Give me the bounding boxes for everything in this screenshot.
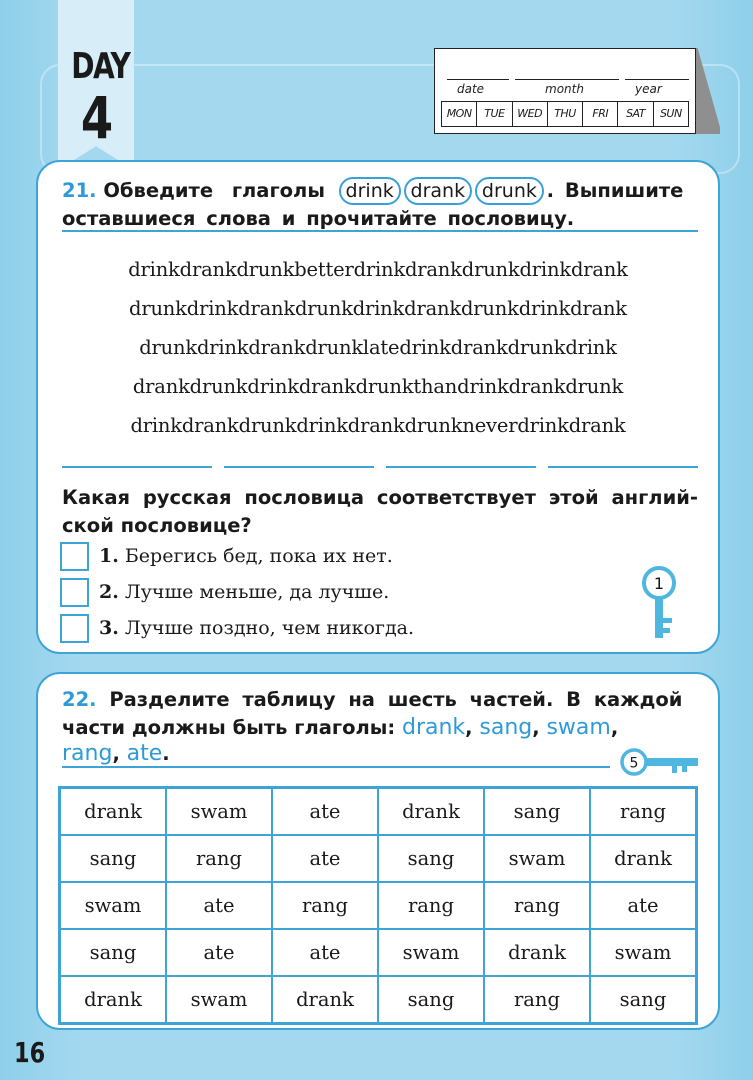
- task-22-instruction-1: Разделите таблицу на шесть частей. В каждой: [109, 688, 683, 711]
- letter-line: drankdrunkdrinkdrankdrunkthandrinkdrankdrunk: [132, 375, 624, 398]
- option-1[interactable]: [60, 540, 393, 572]
- letter-line: drinkdrankdrunkbetterdrinkdrankdrunkdrinkdrank: [128, 258, 628, 281]
- task-21-title-rule: [62, 230, 698, 232]
- weekday-tue[interactable]: TUE: [477, 102, 512, 126]
- table-cell[interactable]: drank: [60, 788, 166, 835]
- weekday-mon[interactable]: MON: [442, 102, 477, 126]
- task-21-instruction-start: Обведите глаголы: [103, 179, 325, 202]
- key-icon: [640, 566, 678, 642]
- table-row: [60, 835, 696, 882]
- table-cell[interactable]: rang: [166, 835, 272, 882]
- option-1-number: 1.: [99, 545, 119, 567]
- table-cell[interactable]: sang: [378, 976, 484, 1023]
- page-number: 16: [14, 1036, 46, 1069]
- table-cell[interactable]: sang: [60, 835, 166, 882]
- table-cell[interactable]: ate: [272, 788, 378, 835]
- table-cell[interactable]: swam: [378, 929, 484, 976]
- table-cell[interactable]: swam: [484, 835, 590, 882]
- table-cell[interactable]: drank: [484, 929, 590, 976]
- table-cell[interactable]: drank: [378, 788, 484, 835]
- key-1-points: 1: [653, 574, 665, 593]
- task-21-instruction-end: . Выпишите оставшиеся слова и прочитайте пословицу.: [62, 179, 684, 230]
- option-1-checkbox[interactable]: [60, 542, 89, 571]
- table-cell[interactable]: drank: [60, 976, 166, 1023]
- table-cell[interactable]: sang: [484, 788, 590, 835]
- task-22-instruction-line1: [62, 686, 698, 714]
- month-label: month: [545, 82, 584, 96]
- answer-line[interactable]: [62, 466, 212, 468]
- letter-chain-block: [64, 250, 692, 445]
- verb-sang: sang: [479, 715, 533, 740]
- circled-word-drank: drank: [404, 177, 473, 205]
- letter-line: drinkdrankdrunkdrinkdrankdrunkneverdrinkdrank: [130, 414, 626, 437]
- task-22-instruction-line2: части должны быть глаголы: drank, sang, swam,: [62, 715, 619, 740]
- key-2-points: 5: [629, 755, 639, 772]
- weekday-fri[interactable]: FRI: [583, 102, 618, 126]
- weekday-row: [441, 101, 689, 127]
- table-row: [60, 788, 696, 835]
- answer-line[interactable]: [548, 466, 698, 468]
- table-cell[interactable]: drank: [272, 976, 378, 1023]
- option-3-checkbox[interactable]: [60, 614, 89, 643]
- option-3-text: Лучше поздно, чем никогда.: [124, 617, 415, 639]
- table-cell[interactable]: ate: [272, 835, 378, 882]
- weekday-wed[interactable]: WED: [513, 102, 548, 126]
- table-cell[interactable]: rang: [590, 788, 696, 835]
- circled-word-drink: drink: [339, 177, 401, 205]
- table-cell[interactable]: rang: [484, 976, 590, 1023]
- option-3[interactable]: [60, 612, 414, 644]
- table-cell[interactable]: swam: [60, 882, 166, 929]
- verb-drank: drank: [401, 715, 466, 740]
- task-22-instruction-line3: rang, ate.: [62, 741, 170, 766]
- calendar-tent: [434, 48, 718, 134]
- table-cell[interactable]: ate: [166, 882, 272, 929]
- answer-write-lines: [62, 466, 698, 468]
- verb-ate: ate: [126, 741, 163, 766]
- date-line[interactable]: [447, 79, 509, 80]
- table-cell[interactable]: ate: [590, 882, 696, 929]
- table-cell[interactable]: ate: [166, 929, 272, 976]
- option-1-text: Берегись бед, пока их нет.: [124, 545, 393, 567]
- year-label: year: [635, 82, 662, 96]
- verb-rang: rang: [62, 741, 113, 766]
- table-cell[interactable]: rang: [272, 882, 378, 929]
- weekday-sat[interactable]: SAT: [618, 102, 653, 126]
- verbs-table: [58, 786, 698, 1025]
- letter-line: drunkdrinkdrankdrunkdrinkdrankdrunkdrinkdrank: [129, 297, 627, 320]
- task-22-title-rule: [62, 766, 610, 768]
- task-21-instruction: [62, 177, 698, 233]
- answer-line[interactable]: [224, 466, 374, 468]
- key-icon: [620, 748, 700, 776]
- table-cell[interactable]: drank: [590, 835, 696, 882]
- calendar-front: [434, 48, 696, 134]
- weekday-thu[interactable]: THU: [548, 102, 583, 126]
- task-22-number: 22.: [62, 688, 97, 711]
- option-2-text: Лучше меньше, да лучше.: [124, 581, 390, 603]
- option-2-number: 2.: [99, 581, 119, 603]
- answer-line[interactable]: [386, 466, 536, 468]
- proverb-question: Какая русская пословица соответствует этой англий-ской пословице?: [62, 486, 698, 537]
- table-row: [60, 929, 696, 976]
- table-cell[interactable]: rang: [484, 882, 590, 929]
- option-3-number: 3.: [99, 617, 119, 639]
- table-row: [60, 882, 696, 929]
- table-cell[interactable]: swam: [590, 929, 696, 976]
- task-22-instruction-2: части должны быть глаголы:: [62, 716, 396, 739]
- option-2-checkbox[interactable]: [60, 578, 89, 607]
- verb-swam: swam: [546, 715, 611, 740]
- day-number: 4: [80, 84, 114, 152]
- circled-word-drunk: drunk: [475, 177, 544, 205]
- table-cell[interactable]: ate: [272, 929, 378, 976]
- year-line[interactable]: [625, 79, 689, 80]
- table-cell[interactable]: sang: [60, 929, 166, 976]
- calendar-side: [692, 48, 720, 134]
- table-cell[interactable]: sang: [378, 835, 484, 882]
- table-row: [60, 976, 696, 1023]
- option-2[interactable]: [60, 576, 389, 608]
- letter-line: drunkdrinkdrankdrunklatedrinkdrankdrunkdrink: [139, 336, 617, 359]
- table-cell[interactable]: rang: [378, 882, 484, 929]
- weekday-sun[interactable]: SUN: [659, 107, 682, 120]
- table-cell[interactable]: swam: [166, 976, 272, 1023]
- day-label: DAY: [71, 46, 130, 87]
- date-label: date: [457, 82, 485, 96]
- table-cell[interactable]: sang: [590, 976, 696, 1023]
- table-cell[interactable]: swam: [166, 788, 272, 835]
- month-line[interactable]: [515, 79, 619, 80]
- task-21-number: 21.: [62, 179, 97, 202]
